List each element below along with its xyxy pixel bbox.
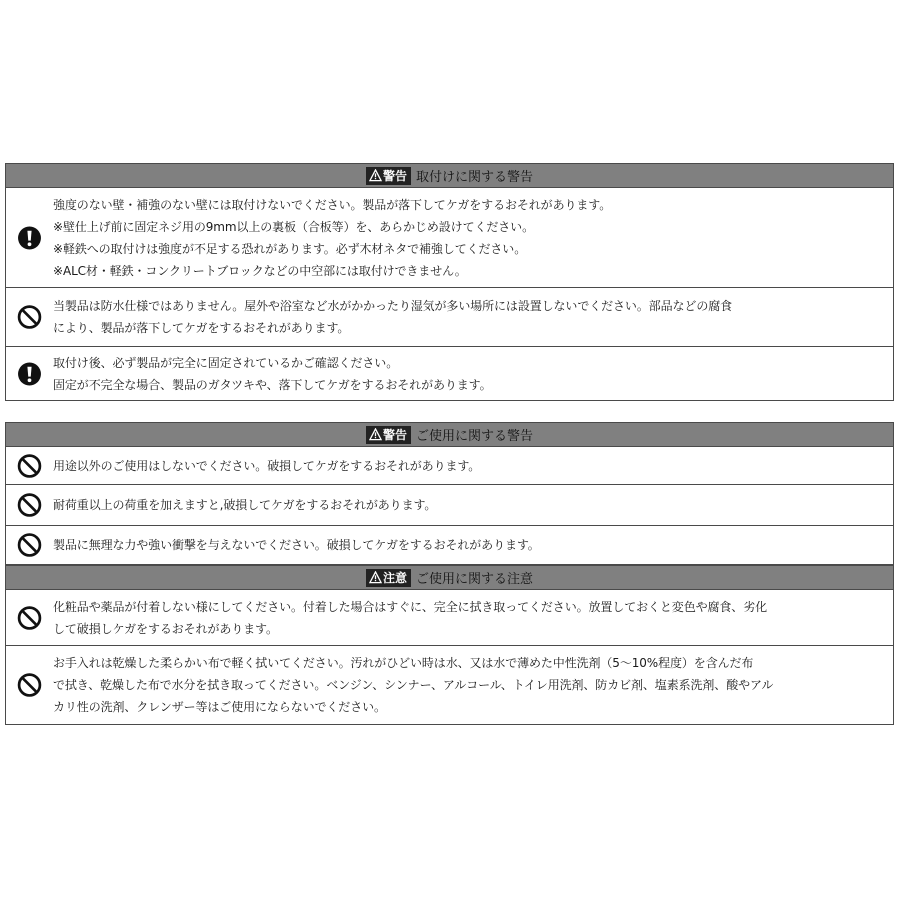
caution-item (6, 590, 893, 646)
item-line: して破損しケガをするおそれがあります。 (53, 621, 278, 636)
section-header (6, 164, 893, 188)
item-text (53, 194, 887, 282)
badge-label: 警告 (382, 168, 407, 183)
section-header (6, 423, 893, 447)
badge-label: 警告 (382, 427, 407, 442)
prohibited-icon (17, 305, 42, 330)
item-line: 強度のない壁・補強のない壁には取付けないでください。製品が落下してケガをするおそれがあります。 (53, 197, 612, 212)
warning-badge (366, 167, 411, 185)
badge-label: 注意 (382, 570, 407, 585)
warning-item (6, 188, 893, 288)
item-line: お手入れは乾燥した柔らかい布で軽く拭いてください。汚れがひどい時は水、又は水で薄めた中性洗剤（5〜10%程度）を含んだ布 (53, 656, 754, 670)
prohibited-icon (17, 673, 42, 698)
item-line: により、製品が落下してケガをするおそれがあります。 (53, 321, 350, 335)
item-text (53, 295, 887, 339)
section-title: 取付けに関する警告 (416, 170, 534, 185)
prohibited-icon (17, 453, 42, 478)
warning-item (6, 526, 893, 565)
warning-item (6, 347, 893, 400)
warning-badge (366, 426, 411, 444)
item-line: カリ性の洗剤、クレンザー等はご使用にならないでください。 (53, 700, 386, 714)
warning-triangle-icon (369, 169, 382, 182)
section-header (6, 565, 893, 590)
section-title: ご使用に関する警告 (416, 429, 534, 444)
warning-item (6, 485, 893, 526)
item-text (53, 455, 887, 477)
prohibited-icon (17, 493, 42, 518)
item-line: 当製品は防水仕様ではありません。屋外や浴室など水がかかったり湿気が多い場所には設置しないでください。部品などの腐食 (53, 299, 733, 313)
item-text (53, 494, 887, 516)
item-line: 化粧品や薬品が付着しない様にしてください。付着した場合はすぐに、完全に拭き取ってください。放置しておくと変色や腐食、劣化 (53, 599, 768, 614)
caution-item (6, 646, 893, 724)
item-line: 取付け後、必ず製品が完全に固定されているかご確認ください。 (53, 355, 399, 370)
warning-item (6, 447, 893, 485)
item-line: 固定が不完全な場合、製品のガタツキや、落下してケガをするおそれがあります。 (53, 377, 492, 392)
warning-triangle-icon (369, 571, 382, 584)
item-line: ※ALC材・軽鉄・コンクリートブロックなどの中空部には取付けできません。 (53, 263, 467, 278)
prohibited-icon (17, 605, 42, 630)
item-line: ※軽鉄への取付けは強度が不足する恐れがあります。必ず木材ネタで補強してください。 (53, 241, 527, 256)
prohibited-icon (17, 533, 42, 558)
item-line: 製品に無理な力や強い衝撃を与えないでください。破損してケガをするおそれがあります。 (53, 538, 540, 552)
caution-badge (366, 569, 411, 587)
exclamation-icon (17, 225, 42, 250)
item-text (53, 596, 887, 640)
item-line: 耐荷重以上の荷重を加えますと,破損してケガをするおそれがあります。 (53, 498, 437, 512)
section-title: ご使用に関する注意 (416, 572, 534, 587)
item-line: で拭き、乾燥した布で水分を拭き取ってください。ベンジン、シンナー、アルコール、トイレ用洗剤、防カビ剤、塩素系洗剤、酸やアル (53, 678, 774, 692)
exclamation-icon (17, 361, 42, 386)
item-line: ※壁仕上げ前に固定ネジ用の9mm以上の裏板（合板等）を、あらかじめ設けてください。 (53, 219, 534, 234)
warning-triangle-icon (369, 428, 382, 441)
item-line: 用途以外のご使用はしないでください。破損してケガをするおそれがあります。 (53, 458, 481, 473)
usage-box (5, 422, 894, 725)
item-text (53, 352, 887, 396)
item-text (53, 652, 887, 718)
item-text (53, 534, 887, 556)
warning-item (6, 288, 893, 347)
install-warning-box (5, 163, 894, 401)
